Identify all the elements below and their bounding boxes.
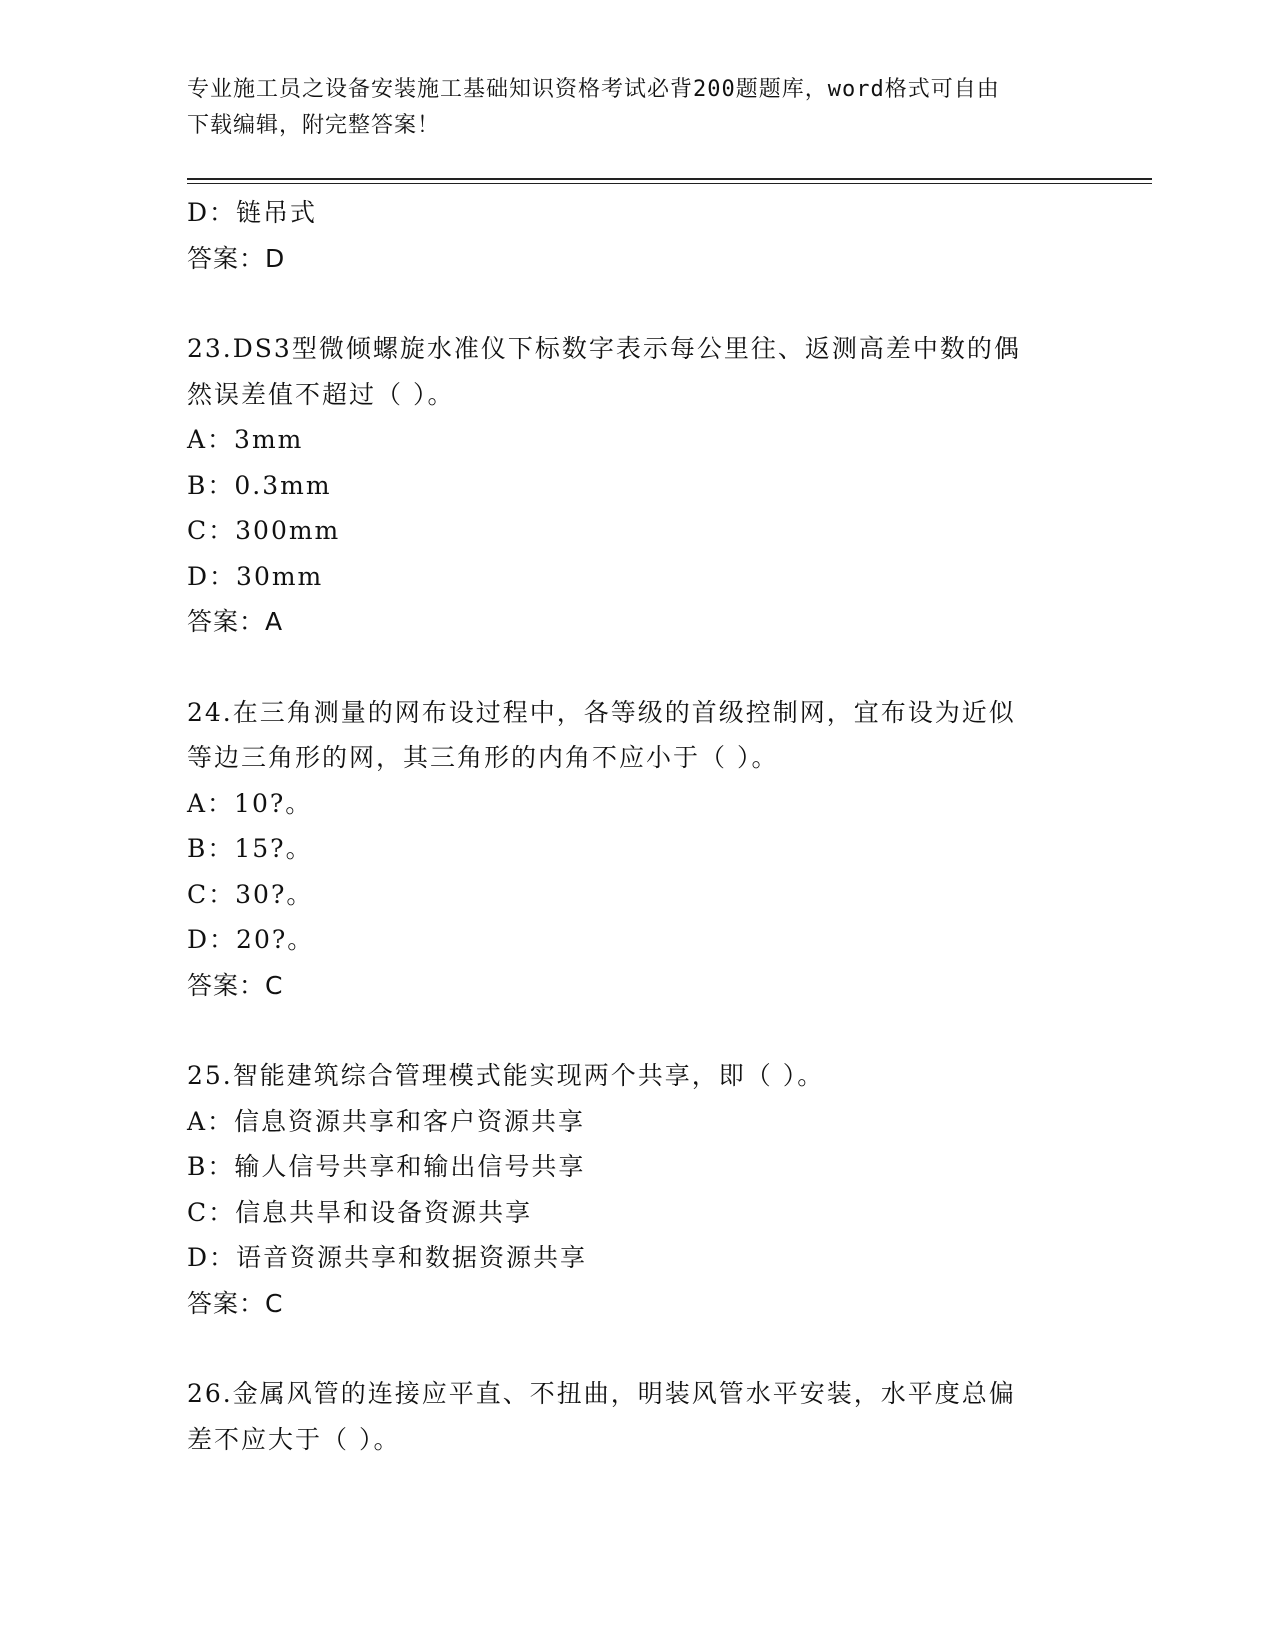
option-b: B：15?。 — [187, 834, 313, 863]
answer-line: 答案：C — [187, 970, 284, 1000]
question-text-line-2: 等边三角形的网，其三角形的内角不应小于（ ）。 — [187, 743, 779, 772]
option-a: A：10?。 — [187, 788, 313, 818]
answer-line: 答案：C — [187, 1288, 284, 1318]
option-d: D：30mm — [187, 561, 324, 591]
option-d: D：语音资源共享和数据资源共享 — [187, 1243, 588, 1272]
document-header — [187, 72, 1067, 144]
header-line-1: 专业施工员之设备安装施工基础知识资格考试必背200题题库，word格式可自由 — [187, 77, 1000, 102]
header-line-2: 下载编辑，附完整答案！ — [187, 113, 441, 138]
question-text-line-1: 24.在三角测量的网布设过程中，各等级的首级控制网，宜布设为近似 — [187, 697, 1016, 727]
previous-question-tail — [187, 190, 1087, 281]
option-b: B：输人信号共享和输出信号共享 — [187, 1152, 586, 1181]
answer-line: 答案：A — [187, 607, 284, 636]
question-text-line-1: 25.智能建筑综合管理模式能实现两个共享，即（ ）。 — [187, 1061, 825, 1090]
option-c: C：300mm — [187, 516, 341, 545]
question-text-line-1: 26.金属风管的连接应平直、不扭曲，明装风管水平安装，水平度总偏 — [187, 1379, 1016, 1408]
option-a: A：3mm — [187, 425, 304, 454]
question-text-line-1: 23.DS3型微倾螺旋水准仪下标数字表示每公里往、返测高差中数的偶 — [187, 334, 1021, 363]
option-d: D：链吊式 — [187, 198, 318, 227]
answer-line: 答案：D — [187, 243, 286, 273]
header-rule-thick — [187, 178, 1152, 180]
question-23 — [187, 326, 1087, 645]
question-24 — [187, 690, 1087, 1009]
question-text-line-2: 然误差值不超过（ ）。 — [187, 379, 455, 409]
question-content — [187, 190, 1087, 1462]
question-25 — [187, 1053, 1087, 1326]
option-d: D：20?。 — [187, 925, 315, 954]
header-rule-thin — [187, 183, 1152, 184]
option-c: C：信息共旱和设备资源共享 — [187, 1197, 533, 1227]
option-c: C：30?。 — [187, 879, 314, 909]
option-b: B：0.3mm — [187, 470, 332, 500]
question-26 — [187, 1371, 1087, 1462]
question-text-line-2: 差不应大于（ ）。 — [187, 1424, 401, 1454]
option-a: A：信息资源共享和客户资源共享 — [187, 1106, 586, 1136]
